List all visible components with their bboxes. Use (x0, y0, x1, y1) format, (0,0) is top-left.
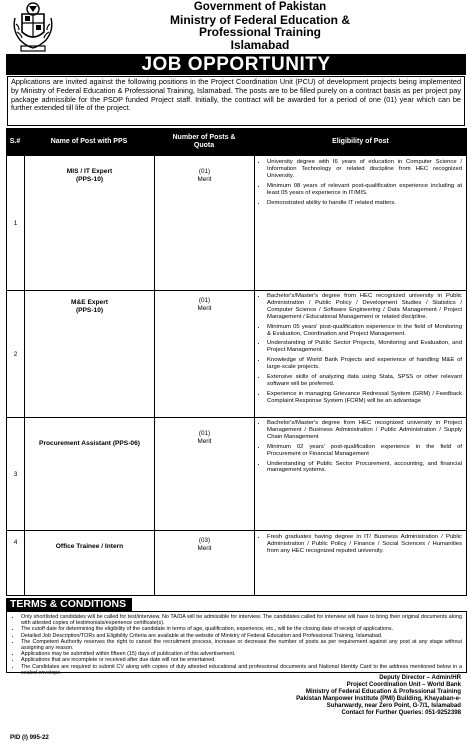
row-eligibility (255, 531, 466, 595)
row-quota (155, 291, 255, 417)
eligibility-item: • Understanding of Public Sector Projects, Monitoring and Evaluation, and Project Management. (267, 340, 462, 354)
eligibility-item: • Bachelor's/Master's degree from HEC recognized university in Project Management / Business Administration / Public Administration / Supply Chain Management (267, 420, 462, 441)
contact-unit: Project Coordination Unit – World Bank (346, 681, 461, 688)
quota-basis: Merit (197, 176, 212, 183)
row-serial: 4 (7, 531, 25, 595)
contact-designation: Deputy Director – Admin/HR (379, 674, 461, 681)
post-title: Procurement Assistant (PPS-06) (39, 440, 140, 447)
eligibility-item: • Minimum 02 years' post-qualification experience in the field of Procurement or Financial Management (267, 444, 462, 458)
row-post-name (25, 418, 155, 530)
post-scale: (PPS-10) (75, 176, 104, 183)
positions-table (6, 128, 467, 596)
contact-address-line1: Pakistan Manpower Institute (PMI) Building, Khayaban-e- (296, 695, 461, 702)
eligibility-item: • Extensive skills of analyzing data using Stata, SPSS or other relevant software will be preferred. (267, 374, 462, 388)
row-eligibility (255, 418, 466, 530)
row-post-name (25, 291, 155, 417)
quota-count: (03) (198, 537, 211, 544)
eligibility-item: • Demonstrated ability to handle IT related matters. (267, 200, 462, 207)
terms-item: • Detailed Job Description/TORs and Eligibility Criteria are available at the website of Ministry of Federal Education and Professional Training, Islamabad. (21, 633, 462, 639)
contact-ministry: Ministry of Federal Education & Professional Training (305, 688, 461, 695)
terms-item: • Only shortlisted candidates will be called for test/interview. No TA/DA will be admissible for interview. The candidates called for interview will have to bring their original documents along with attested copies of testimonials/experience certificate(s). (21, 614, 462, 626)
table-row (6, 156, 467, 291)
quota-count: (01) (198, 297, 211, 304)
header-posts-quota: Number of Posts & Quota (172, 133, 236, 149)
eligibility-item: • Experience in managing Grievance Redressal System (GRM) / Feedback Complaint Response System (FCRM) will be an advantage (267, 391, 462, 405)
header (0, 0, 471, 54)
state-emblem-icon (10, 2, 56, 52)
post-title: MIS / IT Expert (66, 168, 113, 175)
row-post-name (25, 156, 155, 290)
quota-count: (01) (198, 430, 211, 437)
table-header (6, 128, 467, 156)
eligibility-item: • Fresh graduates having degree in IT/ Business Administration / Public Administration / Public Policy / Finance / Social Sciences / Humanities from any HEC recognized reputed university. (267, 534, 462, 555)
header-line-ministry: Ministry of Federal Education & (169, 12, 351, 27)
header-serial: S.# (9, 137, 21, 145)
contact-address-line2: Suharwardy, near Zero Point, G-7/1, Islamabad (326, 702, 461, 709)
row-quota (155, 418, 255, 530)
contact-phone: Contact for Further Queries: 051-9252398 (341, 709, 461, 716)
header-eligibility: Eligibility of Post (332, 137, 389, 145)
contact-block (181, 674, 461, 716)
quota-count: (01) (198, 168, 211, 175)
table-row (6, 531, 467, 596)
header-text (80, 1, 440, 51)
job-opportunity-banner: JOB OPPORTUNITY (6, 54, 466, 75)
eligibility-item: • Knowledge of World Bank Projects and experience of handling M&E of large-scale projects. (267, 357, 462, 371)
eligibility-item: • Bachelor's/Master's degree from HEC recognized university in Public Administration / Public Policy / Development Studies / Statistics / Computer Science / Software Engineering / Data Management / Project Management / Educational Management or related discipline. (267, 293, 462, 321)
header-line-government: Government of Pakistan (193, 1, 327, 13)
row-serial: 2 (7, 291, 25, 417)
quota-basis: Merit (197, 545, 212, 552)
post-title: M&E Expert (70, 299, 108, 306)
quota-basis: Merit (197, 305, 212, 312)
table-row (6, 418, 467, 531)
terms-item: • The Candidates are required to submit CV along with copies of duly attested educational and professional documents and National Identity Card to the address mentioned below in a sealed envelope. (21, 664, 462, 676)
header-post-name: Name of Post with PPS (50, 137, 128, 145)
eligibility-item: • Minimum 05 years' post-qualification experience in the field of Monitoring & Evaluation, Coordination and Project Management. (267, 324, 462, 338)
row-serial: 1 (7, 156, 25, 290)
quota-basis: Merit (197, 438, 212, 445)
eligibility-item: • Minimum 08 years of relevant post-qualification experience including at least 05 years of experience in IT/MIS. (267, 183, 462, 197)
post-scale: (PPS-10) (75, 307, 104, 314)
eligibility-item: • Understanding of Public Sector Procurement, accounting, and financial management systems. (267, 461, 462, 475)
pid-number: PID (I) 995-22 (10, 734, 49, 741)
row-quota (155, 531, 255, 595)
header-line-training: Professional Training (198, 25, 322, 40)
row-quota (155, 156, 255, 290)
header-line-city: Islamabad (230, 37, 290, 52)
post-title: Office Trainee / Intern (55, 543, 124, 550)
terms-item: • The cutoff date for determining the eligibility of the candidate in terms of age, qualification, experience, etc., will be the closing date of receipt of applications. (21, 626, 462, 632)
row-serial: 3 (7, 418, 25, 530)
terms-item: • Applications that are incomplete or received after due date will not be entertained. (21, 657, 462, 663)
table-row (6, 291, 467, 418)
eligibility-item: • University degree with I6 years of education in Computer Science / Information Technology or related discipline from HEC recognized University. (267, 159, 462, 180)
terms-item: • The Competent Authority reserves the right to cancel the recruitment process, increase or decrease the number of posts as per requirement against any post at any stage without assigning any reason. (21, 639, 462, 651)
terms-list (6, 611, 467, 676)
terms-item: • Applications may be submitted within fifteen (15) days of publication of this advertisement. (21, 651, 462, 657)
terms-title: TERMS & CONDITIONS (6, 598, 132, 611)
row-eligibility (255, 291, 466, 417)
row-post-name (25, 531, 155, 595)
intro-paragraph: Applications are invited against the following positions in the Project Coordination Unit (PCU) of development projects being implemented by Ministry of Federal Education & Professional Training, Islamabad. The posts are to be filled purely on a contract basis as per project pay package admissible for the PSDP funded Project staff. Initially, the contract will be awarded for a period of one (01) year which can be further extended till life of the project. (7, 76, 465, 126)
row-eligibility (255, 156, 466, 290)
